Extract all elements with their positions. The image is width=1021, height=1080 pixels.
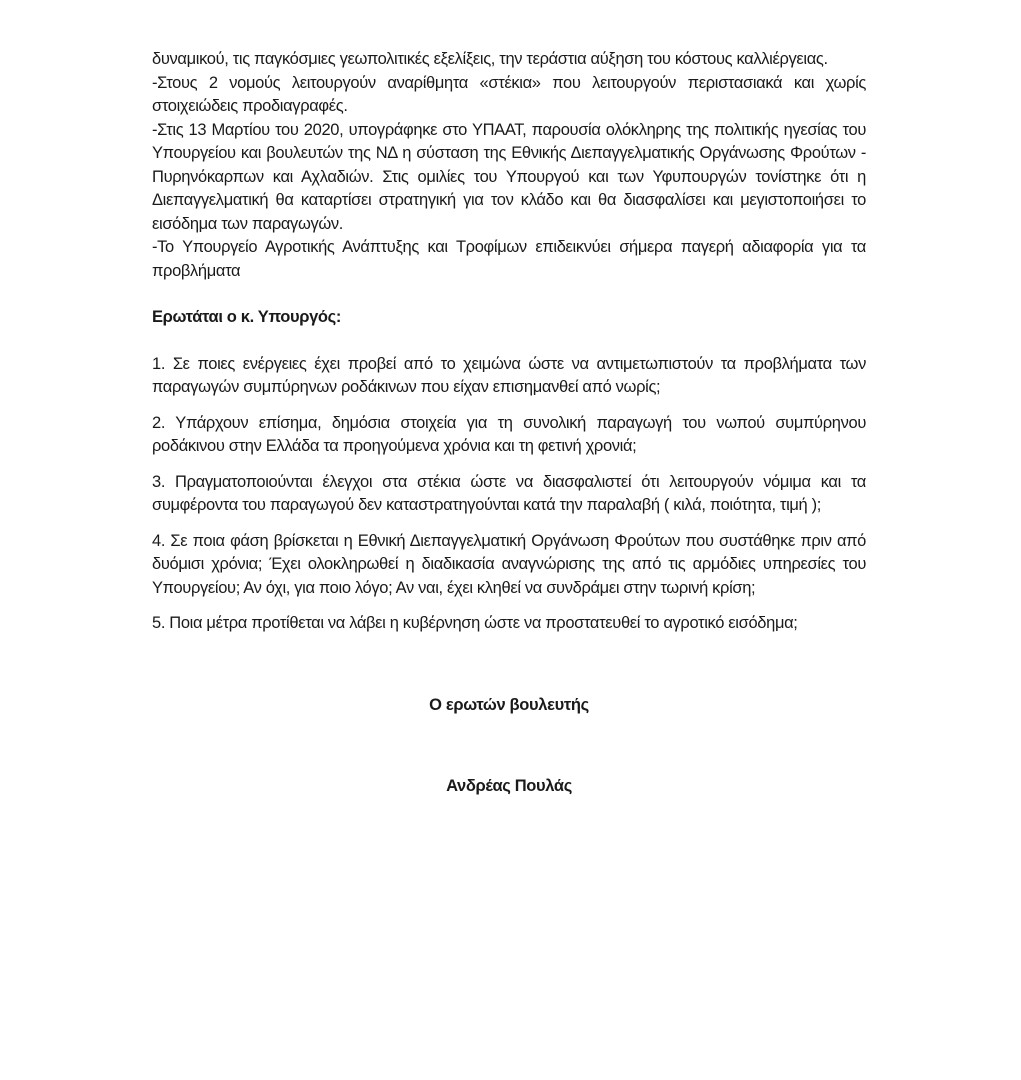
question-item: 2. Υπάρχουν επίσημα, δημόσια στοιχεία για τη συνολική παραγωγή του νωπού συμπύρηνου ροδάκινου στην Ελλάδα τα προηγούμενα χρόνια και τη φετινή χρονιά;	[152, 413, 866, 455]
signature-name: Ανδρέας Πουλάς	[446, 777, 572, 795]
question-item: 5. Ποια μέτρα προτίθεται να λάβει η κυβέρνηση ώστε να προστατευθεί το αγροτικό εισόδημα;	[152, 614, 798, 632]
intro-paragraph: -Στους 2 νομούς λειτουργούν αναρίθμητα «στέκια» που λειτουργούν περιστασιακά και χωρίς στοιχειώδεις προδιαγραφές.	[152, 73, 866, 115]
question-item: 1. Σε ποιες ενέργειες έχει προβεί από το χειμώνα ώστε να αντιμετωπιστούν τα προβλήματα των παραγωγών συμπύρηνων ροδάκινων που είχαν επισημανθεί από νωρίς;	[152, 354, 866, 396]
intro-paragraph: δυναμικού, τις παγκόσμιες γεωπολιτικές εξελίξεις, την τεράστια αύξηση του κόστους καλλιέργειας.	[152, 50, 828, 68]
question-item: 4. Σε ποια φάση βρίσκεται η Εθνική Διεπαγγελματική Οργάνωση Φρούτων που συστάθηκε πριν από δυόμισι χρόνια; Έχει ολοκληρωθεί η διαδικασία αναγνώρισης της από τις αρμόδιες υπηρεσίες του Υπουργείου; Αν όχι, για ποιο λόγο; Αν ναι, έχει κληθεί να συνδράμει στην τωρινή κρίση;	[152, 531, 866, 597]
intro-paragraph: -Το Υπουργείο Αγροτικής Ανάπτυξης και Τροφίμων επιδεικνύει σήμερα παγερή αδιαφορία για τα προβλήματα	[152, 238, 866, 280]
signature-title: Ο ερωτών βουλευτής	[429, 695, 589, 714]
document-page	[152, 48, 866, 799]
question-item: 3. Πραγματοποιούνται έλεγχοι στα στέκια ώστε να διασφαλιστεί ότι λειτουργούν νόμιμα και τα συμφέροντα του παραγωγού δεν καταστρατηγούνται κατά την παραλαβή ( κιλά, ποιότητα, τιμή );	[152, 472, 866, 514]
intro-paragraph: -Στις 13 Μαρτίου του 2020, υπογράφηκε στο ΥΠΑΑΤ, παρουσία ολόκληρης της πολιτικής ηγεσίας του Υπουργείου και βουλευτών της ΝΔ η σύσταση της Εθνικής Διεπαγγελματικής Οργάνωσης Φρούτων - Πυρηνόκαρπων και Αχλαδιών. Στις ομιλίες του Υπουργού και των Υφυπουργών τονίστηκε ότι η Διεπαγγελματική θα καταρτίσει στρατηγική για τον κλάδο και θα διασφαλίσει και μεγιστοποιήσει το εισόδημα των παραγωγών.	[152, 120, 866, 233]
questions-heading: Ερωτάται ο κ. Υπουργός:	[152, 308, 342, 326]
